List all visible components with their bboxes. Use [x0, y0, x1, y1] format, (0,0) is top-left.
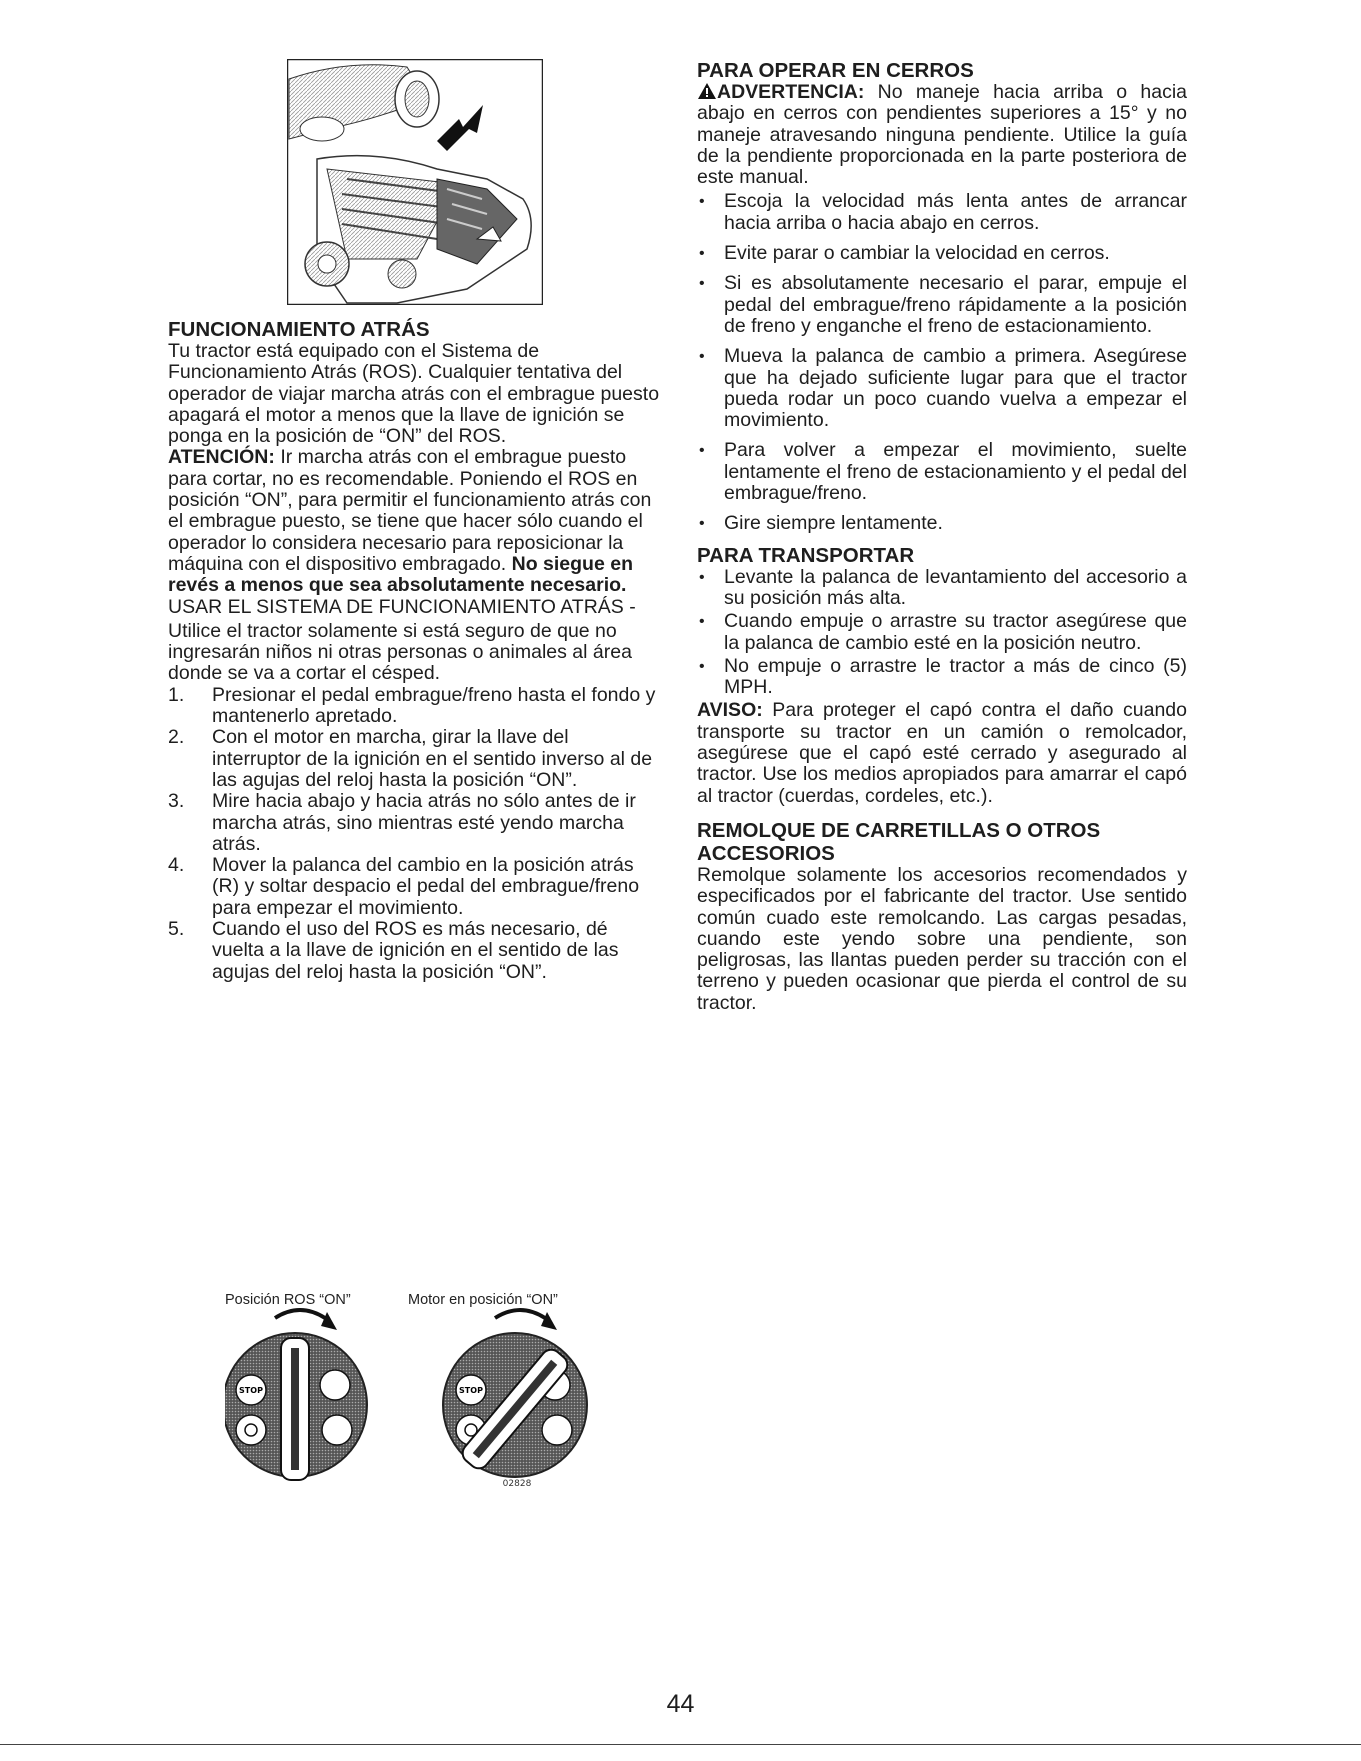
use-system-text: Utilice el tractor solamente si está seguro de que no ingresarán niños ni otras personas o animales al área donde se va a cortar el césped. — [168, 619, 632, 685]
page-number: 44 — [666, 1690, 695, 1718]
attention-bold-text: No siegue en revés a menos que sea absolutamente necesario. — [168, 552, 633, 597]
step-item: 4. Mover la palanca del cambio en la posición atrás (R) y soltar despacio el pedal del embrague/freno para empezar el movimiento. — [168, 854, 640, 919]
warning-paragraph — [697, 82, 1187, 188]
list-item: • Mueva la palanca de cambio a primera. Asegúrese que ha dejado suficiente lugar para que el tractor pueda rodar un poco cuando vuelva a empezar el movimiento. — [697, 346, 1187, 431]
tractor-rear-illustration — [287, 59, 543, 305]
stop-label: STOP — [459, 1386, 483, 1395]
section-title-transport: PARA TRANSPORTAR — [697, 543, 915, 567]
warning-icon — [697, 82, 717, 100]
step-item: 2. Con el motor en marcha, girar la llave del interruptor de la ignición en el sentido inverso al de las agujas del reloj hasta la posición “ON”. — [168, 726, 653, 791]
step-item: 5. Cuando el uso del ROS es más necesario, dé vuelta a la llave de ignición en el sentido de las agujas del reloj hasta la posición “ON”. — [168, 918, 619, 983]
hills-bullets — [697, 191, 1187, 534]
towing-text: Remolque solamente los accesorios recomendados y especificados por el fabricante del tractor. Use sentido común cuado este remolcando. Las cargas pesadas, cuando este yendo sobre una pendiente, son peligrosas, las llantas pueden perder su tracción con el terreno y pueden ocasionar que pierda el control de su tractor. — [697, 863, 1187, 1014]
step-item: 1. Presionar el pedal embrague/freno hasta el fondo y mantenerlo apretado. — [168, 683, 656, 728]
list-item: • No empuje o arrastre le tractor a más de cinco (5) MPH. — [697, 656, 1187, 699]
list-item: • Evite parar o cambiar la velocidad en cerros. — [697, 243, 1187, 264]
caption-ros-on: Posición ROS “ON” — [225, 1292, 351, 1308]
list-item: • Escoja la velocidad más lenta antes de arrancar hacia arriba o hacia abajo en cerros. — [697, 191, 1187, 234]
ignition-dial-ros — [225, 1310, 367, 1480]
attention-text: Ir marcha atrás con el embrague puesto para cortar, no es recomendable. Poniendo el ROS en posición “ON”, para permitir el funcionamiento atrás con el embrague puesto, se tiene que hacer sólo cuando el operador lo considera necesario para reposicionar la máquina con el dispositivo embragado. — [168, 446, 652, 575]
section-title-towing: REMOLQUE DE CARRETILLAS O OTROS ACCESORIOS — [697, 818, 1101, 865]
notice-text: Para proteger el capó contra el daño cuando transporte su tractor en un camión o remolcador, asegúrese que el capó esté cerrado y asegurado al tractor. Use los medios apropiados para amarrar el capó al tractor (cuerdas, cordeles, etc.). — [697, 699, 1187, 807]
list-item: • Para volver a empezar el movimiento, suelte lentamente el freno de estacionamiento y el pedal del embrague/freno. — [697, 440, 1187, 504]
caption-motor-on: Motor en posición “ON” — [408, 1292, 558, 1308]
list-item: • Si es absolutamente necesario el parar, empuje el pedal del embrague/freno rápidamente a la posición de freno y enganche el freno de estacionamiento. — [697, 273, 1187, 337]
ignition-dials-illustration — [225, 1290, 645, 1490]
ignition-dial-motor — [443, 1310, 587, 1477]
list-item: • Cuando empuje o arrastre su tractor asegúrese que la palanca de cambio esté en la posición neutro. — [697, 611, 1187, 654]
section-title-reverse: FUNCIONAMIENTO ATRÁS — [168, 318, 430, 341]
section-title-hills: PARA OPERAR EN CERROS — [697, 59, 974, 82]
notice-label: AVISO: — [697, 699, 763, 722]
steps-list — [168, 685, 660, 983]
attention-label: ATENCIÓN: — [168, 446, 275, 469]
notice-paragraph — [697, 700, 1187, 806]
transport-bullets — [697, 567, 1187, 699]
attention-paragraph — [168, 447, 660, 596]
use-system-heading: USAR EL SISTEMA DE FUNCIONAMIENTO ATRÁS - — [168, 595, 636, 618]
left-column — [168, 318, 660, 983]
step-item: 3. Mire hacia abajo y hacia atrás no sólo antes de ir marcha atrás, sino mientras esté yendo marcha atrás. — [168, 790, 636, 855]
list-item: • Gire siempre lentamente. — [697, 513, 1187, 534]
reverse-intro: Tu tractor está equipado con el Sistema de Funcionamiento Atrás (ROS). Cualquier tentativa del operador de viajar marcha atrás con el embrague puesto apagará el motor a menos que la llave de ignición se ponga en la posición de “ON” del ROS. — [168, 340, 660, 448]
figure-code: 02828 — [502, 1479, 532, 1489]
warning-text: No maneje hacia arriba o hacia abajo en cerros con pendientes superiores a 15° y no maneje atravesando ninguna pendiente. Utilice la guía de la pendiente proporcionada en la parte posteriora de este manual. — [697, 81, 1188, 189]
list-item: • Levante la palanca de levantamiento del accesorio a su posición más alta. — [697, 567, 1187, 610]
warning-label: ADVERTENCIA: — [717, 81, 865, 103]
stop-label: STOP — [239, 1386, 263, 1395]
bottom-rule — [0, 1744, 1361, 1745]
right-column — [697, 59, 1187, 1014]
